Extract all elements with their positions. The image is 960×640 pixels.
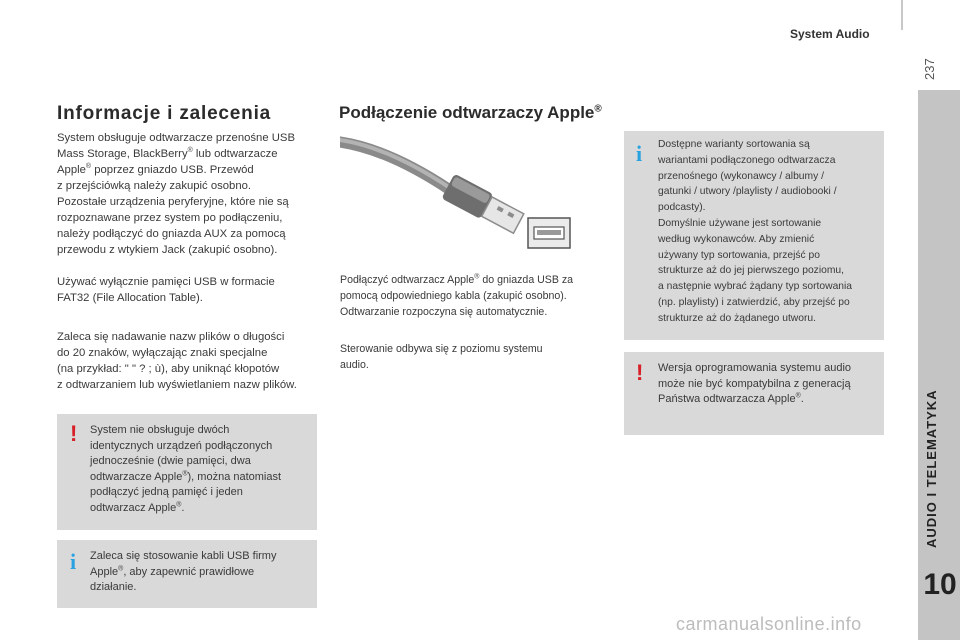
text-line: Dostępne warianty sortowania są	[658, 139, 810, 150]
info-icon: i	[636, 141, 643, 166]
chapter-number: 10	[923, 568, 957, 601]
middle-paragraph-1	[340, 272, 610, 320]
chapter-side-tab	[918, 90, 960, 640]
text-line: podłączyć jedną pamięć i jeden	[90, 486, 243, 498]
text-line: z odtwarzaniem lub wyświetlaniem nazw plików.	[57, 379, 297, 391]
text-line: Domyślnie używane jest sortowanie	[658, 217, 822, 229]
info-box-left	[57, 540, 317, 608]
text-line: gatunki / utwory /playlisty / audiobooki /	[658, 186, 837, 198]
text-line: strukturze aż do jej pierwszego poziomu,	[658, 265, 845, 277]
text-line: Apple®, aby zapewnić prawidłowe	[90, 564, 255, 578]
text-line: używany typ sortowania, przejść po	[658, 249, 820, 261]
text-line: Mass Storage, BlackBerry® lub odtwarzacze	[57, 147, 278, 160]
watermark: carmanualsonline.info	[676, 614, 862, 634]
warning-box-left	[57, 414, 317, 530]
text-line: rozpoznawane przez system po podłączeniu,	[57, 212, 283, 224]
text-line: a następnie wybrać żądany typ sortowania	[658, 281, 853, 293]
text-line: (na przykład: " " ? ; ù), aby uniknąć kłopotów	[57, 363, 280, 375]
text-line: Apple® poprzez gniazdo USB. Przewód	[57, 163, 254, 176]
text-line: Zaleca się nadawanie nazw plików o długości	[57, 331, 285, 343]
text-line: Odtwarzanie rozpoczyna się automatycznie.	[340, 306, 548, 318]
text-line: działanie.	[90, 581, 137, 593]
text-line: jednocześnie (dwie pamięci, dwa	[90, 455, 251, 467]
info-box-left-text	[90, 549, 315, 596]
page-number: 237	[922, 58, 937, 80]
text-line: należy podłączyć do gniazda AUX za pomocą	[57, 228, 286, 240]
info-box-right-text	[658, 137, 882, 327]
text-line: identycznych urządzeń podłączonych	[90, 439, 273, 452]
text-line: do 20 znaków, wyłączając znaki specjalne	[57, 347, 268, 359]
header-divider	[901, 0, 903, 30]
text-line: Zaleca się stosowanie kabli USB firmy	[90, 550, 277, 562]
warning-icon: !	[636, 360, 644, 385]
text-line: przewodu z wtykiem Jack (zakupić osobno).	[57, 244, 278, 256]
section-heading-apple: Podłączenie odtwarzaczy Apple®	[339, 103, 602, 122]
text-line: Używać wyłącznie pamięci USB w formacie	[57, 276, 275, 288]
text-line: Pozostałe urządzenia peryferyjne, które nie są	[57, 196, 289, 208]
text-line: Państwa odtwarzacza Apple®.	[658, 392, 804, 405]
usb-cable-illustration	[340, 130, 610, 255]
text-line: System nie obsługuje dwóch	[90, 424, 230, 436]
text-line: według wykonawców. Aby zmienić	[658, 233, 815, 245]
text-line: audio.	[340, 359, 369, 371]
running-header-title: System Audio	[790, 27, 870, 41]
text-line: z przejściówką należy zakupić osobno.	[57, 180, 252, 192]
text-line: System obsługuje odtwarzacze przenośne USB	[57, 132, 295, 144]
warning-box-right	[624, 352, 884, 435]
text-line: FAT32 (File Allocation Table).	[57, 292, 203, 304]
warning-box-left-text	[90, 423, 315, 516]
text-line: Podłączyć odtwarzacz Apple® do gniazda USB za	[340, 273, 574, 286]
info-icon: i	[70, 549, 77, 574]
text-line: przenośnego (wykonawcy / albumy /	[658, 170, 824, 182]
text-line: (np. playlisty) i zatwierdzić, aby przejść po	[658, 296, 850, 308]
text-line: może nie być kompatybilna z generacją	[658, 377, 851, 390]
text-line: odtwarzacze Apple®), można natomiast	[90, 469, 282, 483]
text-line: strukturze aż do żądanego utworu.	[658, 312, 816, 324]
chapter-side-label: AUDIO I TELEMATYKA	[924, 389, 939, 548]
text-line: podcasty).	[658, 202, 706, 214]
middle-paragraph-2	[340, 341, 610, 373]
warning-box-right-text	[658, 361, 882, 408]
left-paragraph-3	[57, 329, 322, 393]
section-heading-info: Informacje i zalecenia	[57, 103, 272, 124]
left-paragraph-1	[57, 130, 322, 258]
text-line: wariantami podłączonego odtwarzacza	[658, 154, 836, 166]
text-line: Sterowanie odbywa się z poziomu systemu	[340, 343, 543, 355]
left-paragraph-2	[57, 274, 322, 306]
text-line: odtwarzacz Apple®.	[90, 500, 185, 514]
warning-icon: !	[70, 421, 78, 446]
text-line: pomocą odpowiedniego kabla (zakupić osobno).	[340, 290, 567, 302]
text-line: Wersja oprogramowania systemu audio	[658, 362, 851, 374]
info-box-right	[624, 131, 884, 340]
